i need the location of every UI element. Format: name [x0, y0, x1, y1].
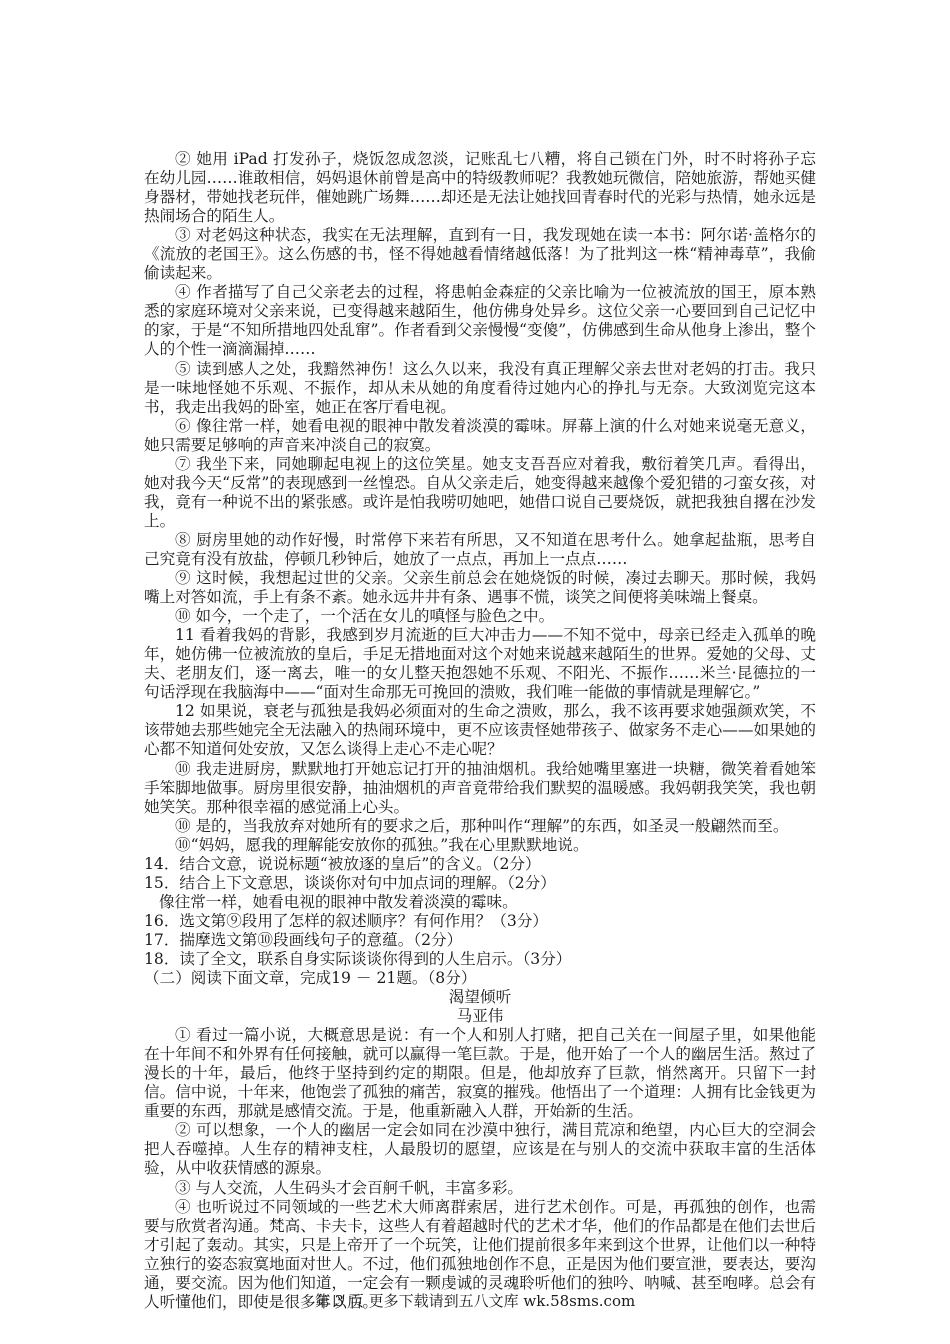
article-paragraph: ③ 与人交流，人生码头才会百舸千帆，丰富多彩。	[175, 1178, 524, 1197]
story-paragraph: 11 看着我妈的背影，我感到岁月流逝的巨大冲击力——不知不觉中，母亲已经走入孤单的晚年，她仿佛一位被流放的皇后，手足无措地面对这个对她来说越来越陌生的世界。爱她的父母、丈夫、老朋友们，逐一离去，唯一的女儿整天抱怨她不乐观、不阳光、不振作……米兰·昆德拉的一句话浮现在我脑海中——“面对生命那无可挽回的溃败，我们唯一能做的事情就是理解它。”	[144, 626, 816, 702]
story-paragraph: 12 如果说，衰老与孤独是我妈必须面对的生命之溃败，那么，我不该再要求她强颜欢笑，不该带她去那些她完全无法融入的热闹环境中，更不应该责怪她带孩子、做家务不走心——如果她的心都不知道何处安放，又怎么谈得上走心不走心呢？	[144, 702, 816, 759]
question-17: 17．揣摩选文第⑩段画线句子的意蕴。（2分）	[144, 930, 463, 949]
question-15: 15．结合上下文意思，谈谈你对句中加点词的理解。（2分）	[144, 873, 556, 892]
page-footer: 第 3 页 更多下载请到五八文库 wk.58sms.com	[314, 1292, 636, 1310]
article-paragraph: ④ 也听说过不同领域的一些艺术大师离群索居，进行艺术创作。可是，再孤独的创作，也需要与欣赏者沟通。梵高、卡夫卡，这些人有着超越时代的艺术才华，他们的作品都是在他们去世后才引起了轰动。其实，只是上帝开了一个玩笑，让他们提前很多年来到这个世界，让他们以一种特立独行的姿态寂寞地面对世人。不过，他们孤独地创作不息，正是因为他们要宣泄，要表达，要沟通，要交流。因为他们知道，一定会有一颗虔诚的灵魂聆听他们的独吟、呐喊、甚至咆哮。总会有人听懂他们，即使是很多年以后。	[144, 1197, 816, 1311]
story-paragraph: ⑧ 厨房里她的动作好慢，时常停下来若有所思，又不知道在思考什么。她拿起盐瓶，思考自己究竟有没有放盐，停顿几秒钟后，她放了一点点，再加上一点点……	[144, 530, 816, 568]
article-paragraph: ① 看过一篇小说，大概意思是说：有一个人和别人打赌，把自己关在一间屋子里，如果他能在十年间不和外界有任何接触，就可以赢得一笔巨款。于是，他开始了一个人的幽居生活。熬过了漫长的十年，最后，他终于坚持到约定的期限。但是，他却放弃了巨款，悄然离开。只留下一封信。信中说，十年来，他饱尝了孤独的痛苦，寂寞的摧残。他悟出了一个道理：人拥有比金钱更为重要的东西，那就是感情交流。于是，他重新融入人群，开始新的生活。	[144, 1026, 816, 1121]
story-paragraph: ② 她用 iPad 打发孙子，烧饭忽成忽淡，记账乱七八糟，将自己锁在门外，时不时将孙子忘在幼儿园……谁敢相信，妈妈退休前曾是高中的特级教师呢？我教她玩微信，陪她旅游，帮她买健身器材，带她找老玩伴，催她跳广场舞……却还是无法让她找回青春时代的光彩与热情，她永远是热闹场合的陌生人。	[144, 150, 816, 226]
question-14: 14．结合文意，说说标题“被放逐的皇后”的含义。（2分）	[144, 854, 541, 873]
question-18: 18．读了全文，联系自身实际谈谈你得到的人生启示。（3分）	[144, 949, 572, 968]
question-15-quote: 像往常一样，她看电视的眼神中散发着淡漠的霉味。	[159, 892, 518, 911]
question-16: 16．选文第⑨段用了怎样的叙述顺序？有何作用？（3分）	[144, 911, 549, 930]
article-author: 马亚伟	[456, 1007, 504, 1026]
story-paragraph: ⑩ 我走进厨房，默默地打开她忘记打开的抽油烟机。我给她嘴里塞进一块糖，微笑着看她笨手笨脚地做事。厨房里很安静，抽油烟机的声音竟带给我们默契的温暖感。我妈朝我笑笑，我也朝她笑笑。那种很幸福的感觉涌上心头。	[144, 759, 816, 816]
story-paragraph: ⑦ 我坐下来，同她聊起电视上的这位笑星。她支支吾吾应对着我，敷衍着笑几声。看得出，她对我今天“反常”的表现感到一丝惶恐。自从父亲走后，她变得越来越像个爱犯错的刁蛮女孩，对我，竟有一种说不出的紧张感。或许是怕我唠叨她吧，她借口说自己要烧饭，就把我独自撂在沙发上。	[144, 454, 816, 530]
section-heading: （二）阅读下面文章，完成19 － 21题。（8分）	[144, 969, 477, 988]
story-paragraph: ⑤ 读到感人之处，我黯然神伤！这么久以来，我没有真正理解父亲去世对老妈的打击。我只是一味地怪她不乐观、不振作，却从未从她的角度看待过她内心的挣扎与无奈。大致浏览完这本书，我走出我妈的卧室，她正在客厅看电视。	[144, 359, 816, 416]
story-paragraph: ④ 作者描写了自己父亲老去的过程，将患帕金森症的父亲比喻为一位被流放的国王，原本熟悉的家庭环境对父亲来说，已变得越来越陌生，他仿佛身处异乡。这位父亲一心要回到自己记忆中的家，于是“不知所措地四处乱窜”。作者看到父亲慢慢“变傻”，仿佛感到生命从他身上渗出，整个人的个性一滴滴漏掉……	[144, 283, 816, 359]
article-title: 渴望倾听	[448, 988, 512, 1007]
article-paragraph: ② 可以想象，一个人的幽居一定会如同在沙漠中独行，满目荒凉和绝望，内心巨大的空洞会把人吞噬掉。人生存的精神支柱，人最殷切的愿望，应该是在与别人的交流中获取丰富的生活体验，从中收获情感的源泉。	[144, 1121, 816, 1178]
story-paragraph: ⑨ 这时候，我想起过世的父亲。父亲生前总会在她烧饭的时候，凑过去聊天。那时候，我妈嘴上对答如流，手上有条不紊。她永远井井有条、遇事不慌，谈笑之间便将美味端上餐桌。	[144, 569, 816, 607]
story-paragraph: ⑥ 像往常一样，她看电视的眼神中散发着淡漠的霉味。屏幕上演的什么对她来说毫无意义，她只需要足够响的声音来冲淡自己的寂寞。	[144, 416, 816, 454]
story-paragraph: ③ 对老妈这种状态，我实在无法理解，直到有一日，我发现她在读一本书：阿尔诺·盖格尔的《流放的老国王》。这么伤感的书，怪不得她越看情绪越低落！为了批判这一株“精神毒草”，我偷偷读起来。	[144, 226, 816, 283]
story-paragraph: ⑩ 如今，一个走了，一个活在女儿的嗔怪与脸色之中。	[175, 607, 555, 626]
story-paragraph: ⑩ 是的，当我放弃对她所有的要求之后，那种叫作“理解”的东西，如圣灵一般翩然而至。	[175, 816, 789, 835]
page-content	[144, 150, 816, 1312]
story-paragraph: ⑩“妈妈，愿我的理解能安放你的孤独。”我在心里默默地说。	[175, 835, 589, 854]
